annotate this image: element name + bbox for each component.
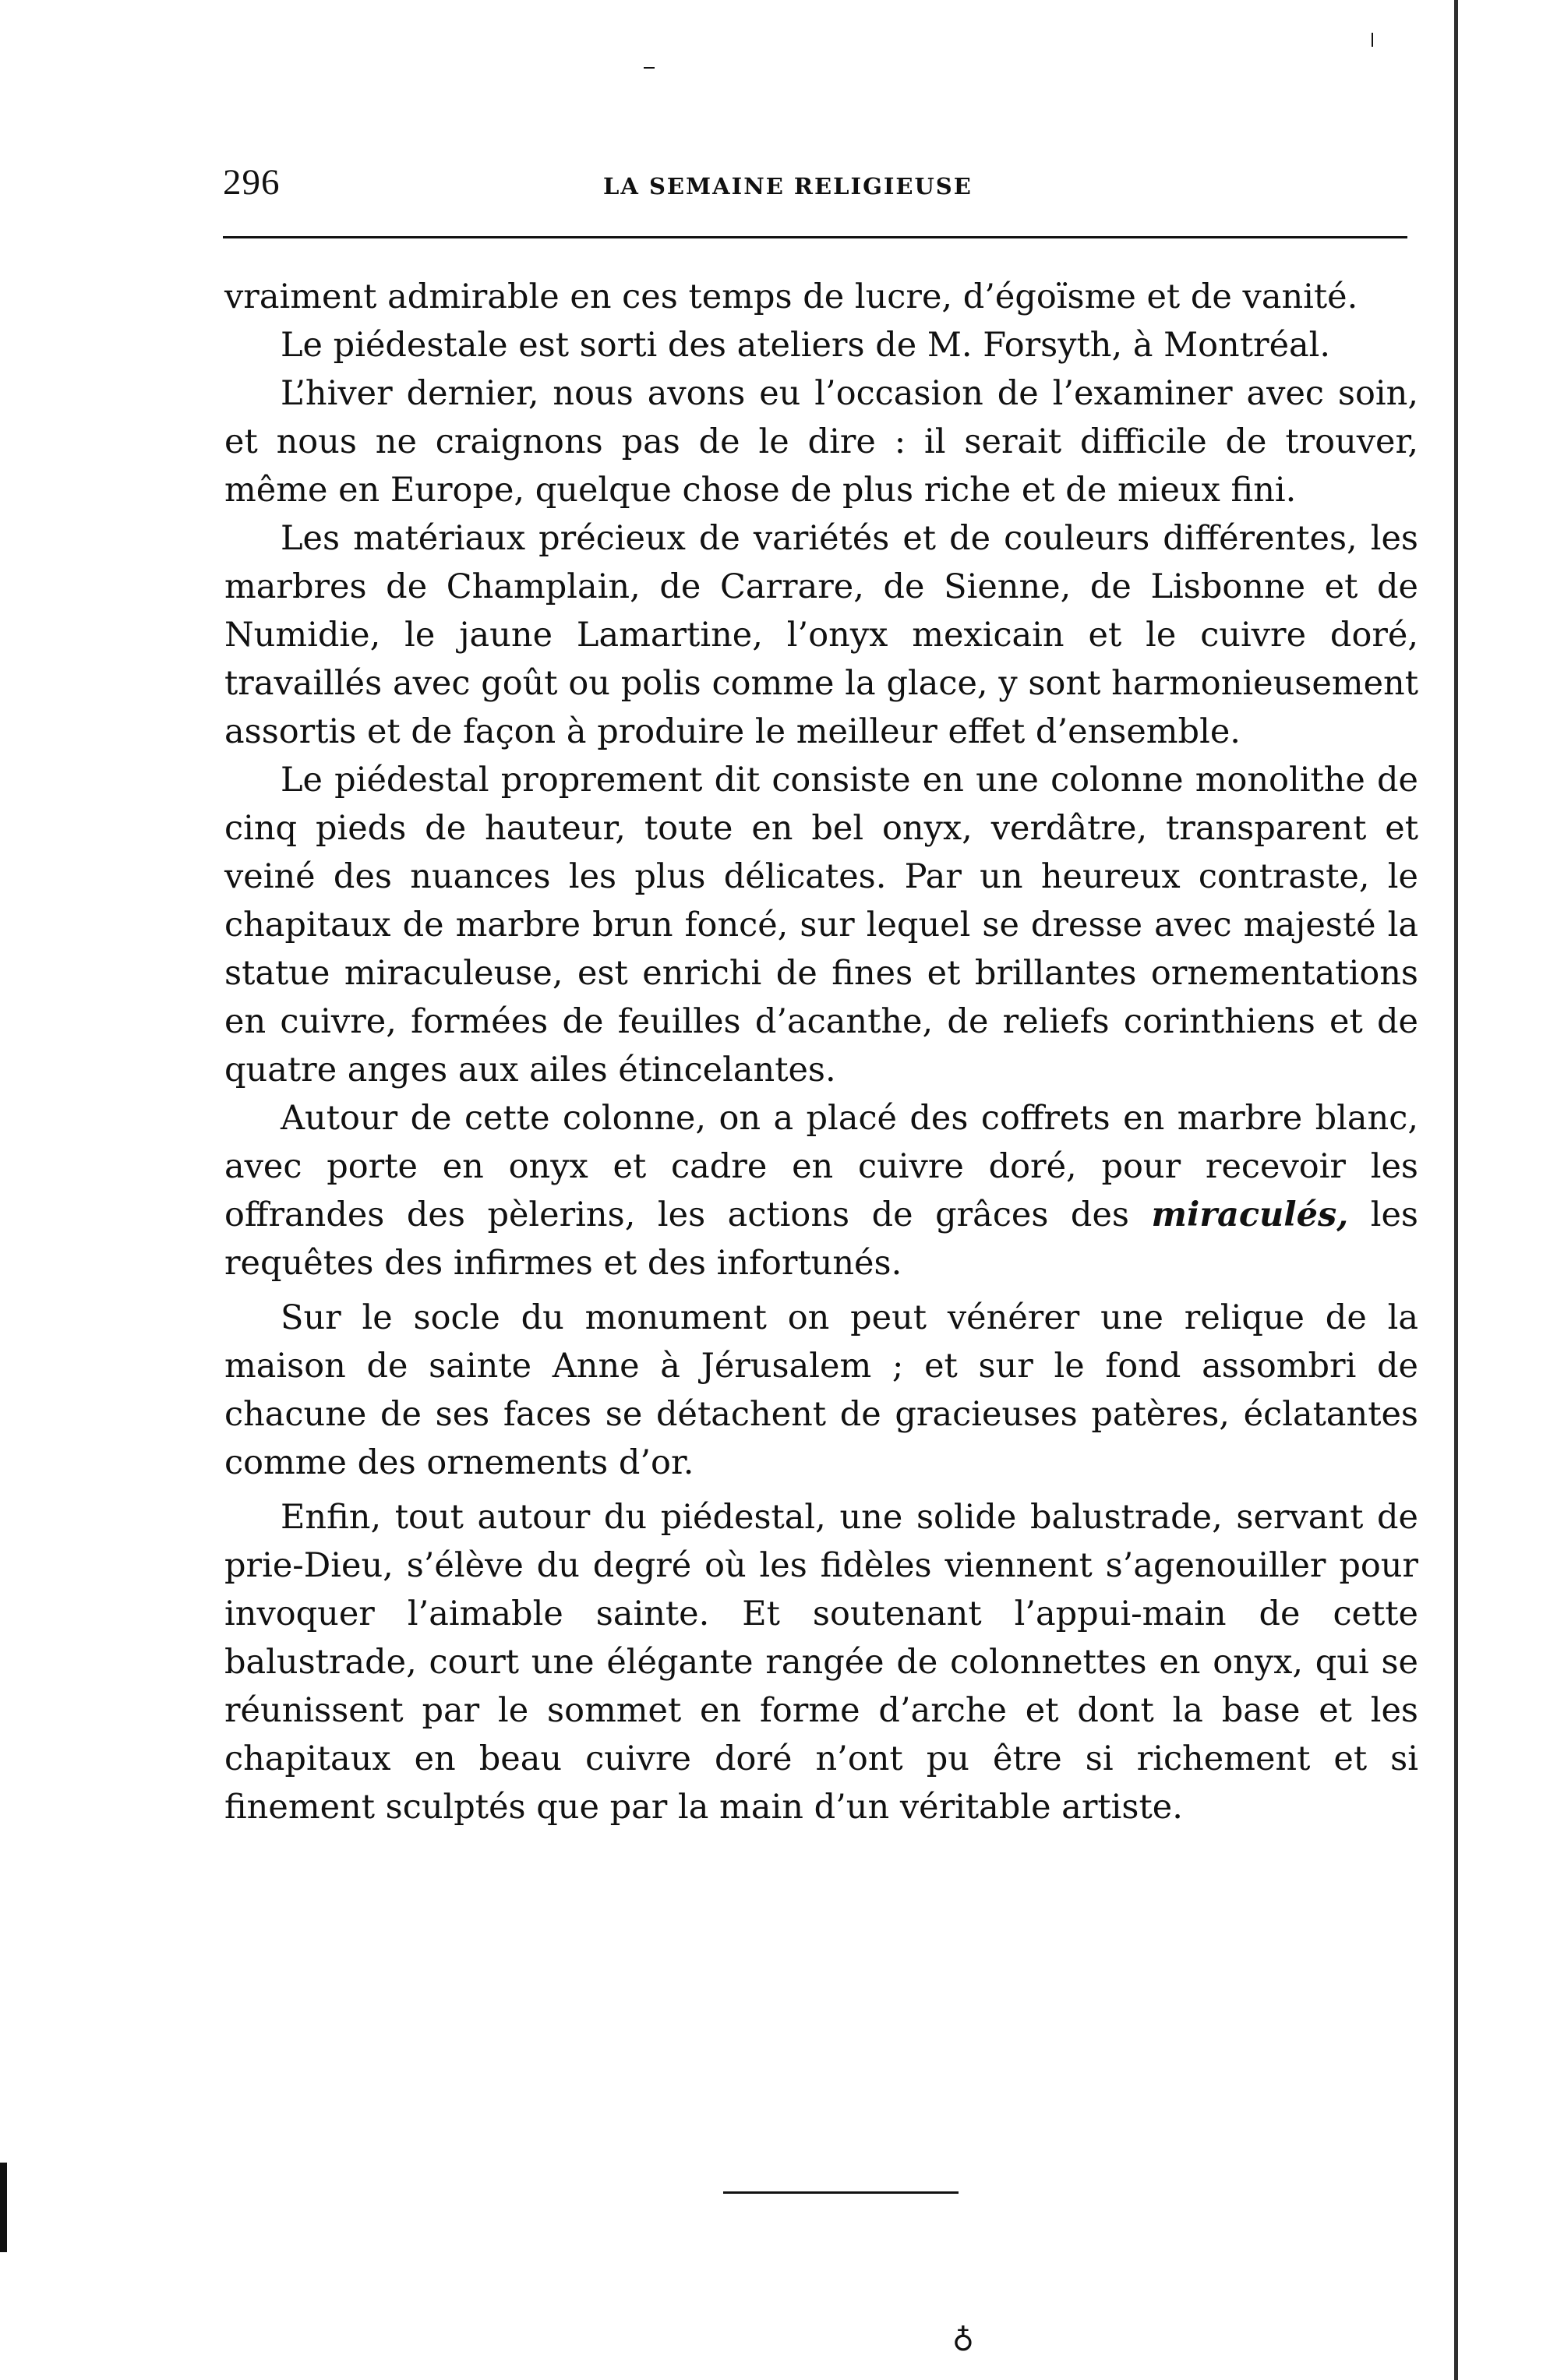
header-rule — [223, 236, 1407, 238]
paragraph-coffrets — [224, 1094, 1418, 1287]
paragraph-coffrets-text: Autour de cette colonne, on a placé des coffrets en marbre blanc, avec porte en onyx et cadre en cuivre doré, pour recevoir les offrandes des pèlerins, les actions de grâces des — [224, 1099, 1418, 1234]
paragraph-coffrets-end: les requêtes des infirmes et des infortunés. — [224, 1195, 1418, 1283]
paragraph-pedestal: Le piédestal proprement dit consiste en une colonne monolithe de cinq pieds de hauteur, toute en bel onyx, verdâtre, transparent et veiné des nuances les plus délicates. Par un heureux contraste, le chapitaux de marbre brun foncé, sur lequel se dresse avec majesté la statue miraculeuse, est enrichi de fines et brillantes ornementations en cuivre, formées de feuilles d’acanthe, de reliefs corinthiens et de quatre anges aux ailes étincelantes. — [224, 761, 1418, 1089]
paragraph-winter: L’hiver dernier, nous avons eu l’occasion de l’examiner avec soin, et nous ne craignons pas de le dire : il serait difficile de trouver, même en Europe, quelque chose de plus riche et de mieux fini. — [224, 374, 1418, 510]
article-body — [224, 273, 1418, 1831]
scan-border-right — [1454, 0, 1458, 2380]
scan-speck-top — [644, 67, 655, 69]
page-header — [223, 161, 1407, 216]
closing-rule — [723, 2191, 959, 2194]
paragraph-socle: Sur le socle du monument on peut vénérer une relique de la maison de sainte Anne à Jérusalem ; et sur le fond assombri de chacune de ses faces se détachent de gracieuses patères, éclatantes comme des ornements d’or. — [224, 1298, 1418, 1482]
paragraph-forsyth: Le piédestale est sorti des ateliers de M. Forsyth, à Montréal. — [281, 326, 1331, 365]
paragraph-continuation: vraiment admirable en ces temps de lucre, d’égoïsme et de vanité. — [224, 277, 1358, 316]
printer-mark-icon: ♁ — [952, 2323, 974, 2357]
paragraph-materials: Les matériaux précieux de variétés et de couleurs différentes, les marbres de Champlain, de Carrare, de Sienne, de Lisbonne et de Numidie, le jaune Lamartine, l’onyx mexicain et le cuivre doré, travaillés avec goût ou polis comme la glace, y sont harmonieusement assortis et de façon à produire le meilleur effet d’ensemble. — [224, 519, 1418, 751]
scan-speck-top-right — [1372, 33, 1373, 47]
italic-word-miracules: miraculés, — [1151, 1195, 1349, 1234]
paragraph-balustrade: Enfin, tout autour du piédestal, une solide balustrade, servant de prie-Dieu, s’élève du degré où les fidèles viennent s’agenouiller pour invoquer l’aimable sainte. Et soutenant l’appui-main de cette balustrade, court une élégante rangée de colonnettes en onyx, qui se réunissent par le sommet en forme d’arche et dont la base et les chapitaux en beau cuivre doré n’ont pu être si richement et si finement sculptés que par la main d’un véritable artiste. — [224, 1498, 1418, 1827]
page-number: 296 — [223, 162, 281, 203]
scan-edge-left — [0, 2163, 7, 2252]
running-title: LA SEMAINE RELIGIEUSE — [603, 173, 973, 200]
